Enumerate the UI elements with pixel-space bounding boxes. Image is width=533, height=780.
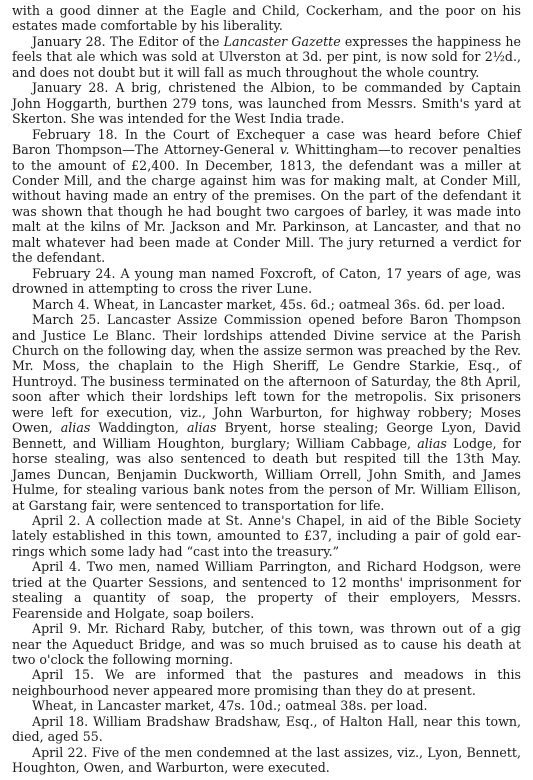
entry-text: We are informed that the pastures and meadows in this neighbourhood never appeared more promising than they do at present. bbox=[12, 667, 521, 698]
entry-text: Lodge, for horse stealing, was also sentenced to death but respited till the 13th May. James Duncan, Benjamin Duckworth, William Orrell, John Smith, and James Hulme, for stealing various bank notes from the person of Mr. William Ellison, at Garstang fair, were sentenced to transportation for life. bbox=[12, 435, 521, 513]
entry-february-18 bbox=[12, 127, 521, 266]
entry-text: Mr. Richard Raby, butcher, of this town, was thrown out of a gig near the Aqueduct Bridge, and was so much bruised as to cause his death at two o'clock the following morning. bbox=[12, 621, 521, 668]
entry-date: February 18. bbox=[32, 126, 118, 142]
entry-march-25 bbox=[12, 312, 521, 513]
entry-january-28-brig bbox=[12, 80, 521, 126]
entry-text: Waddington, bbox=[90, 420, 187, 436]
entry-text: A collection made at St. Anne's Chapel, in aid of the Bible Society lately established in this town, amounted to £37, including a pair of gold ear-rings which some lady had “cast into the treasury.” bbox=[12, 512, 521, 559]
entry-date: April 4. bbox=[32, 559, 82, 575]
newspaper-title: Lancaster Gazette bbox=[223, 33, 341, 49]
entry-date: January 28. bbox=[32, 80, 109, 96]
entry-text: Wheat, in Lancaster market, 47s. 10d.; oatmeal 38s. per load. bbox=[32, 698, 428, 714]
entry-text: Lancaster Assize Commission opened before Baron Thompson and Justice Le Blanc. Their lordships attended Divine service at the Parish Church on the following day, when the assize sermon was preached by the Rev. Mr. Moss, the chaplain to the High Sheriff, Le Gendre Starkie, Esq., of Huntroyd. The business terminated on the afternoon of Saturday, the 8th April, soon after which their lordships left town for the metropolis. Six prisoners were left for execution, viz., John Warburton, for highway robbery; Moses Owen, bbox=[12, 312, 521, 436]
entry-date: April 22. bbox=[32, 744, 88, 760]
entry-text: Five of the men condemned at the last assizes, viz., Lyon, Bennett, Houghton, Owen, and Warburton, were executed. bbox=[12, 744, 521, 776]
entry-text: with a good dinner at the Eagle and Child, Cockerham, and the poor on his estates made comfortable by his liberality. bbox=[12, 3, 521, 34]
entry-text: Bryent, horse stealing; George Lyon, David Bennett, and William Houghton, burglary; William Cabbage, bbox=[12, 420, 521, 451]
entry-text: Whittingham—to recover penalties to the amount of £2,400. In December, 1813, the defendant was a miller at Conder Mill, and the charge against him was for making malt, at Conder Mill, without having made an entry of the premises. On the part of the defendant it was shown that though he had bought two cargoes of barley, it was made into malt at the kilns of Mr. Jackson and Mr. Parkinson, at Lancaster, and that no malt whatever had been made at Conder Mill. The jury returned a verdict for the defendant. bbox=[12, 142, 521, 266]
entry-january-28-ale bbox=[12, 34, 521, 80]
entry-date: April 18. bbox=[32, 713, 89, 729]
entry-text: Two men, named William Parrington, and Richard Hodgson, were tried at the Quarter Sessions, and sentenced to 12 months' imprisonment for stealing a quantity of soap, the property of their employers, Messrs. Fearenside and Holgate, soap boilers. bbox=[12, 559, 521, 621]
entry-april-22 bbox=[12, 745, 521, 776]
entry-date: April 15. bbox=[32, 667, 95, 683]
entry-text: Wheat, in Lancaster market, 45s. 6d.; oatmeal 36s. 6d. per load. bbox=[89, 296, 506, 312]
entry-text: In the Court of Exchequer a case was heard before Chief Baron Thompson—The Attorney-General bbox=[12, 126, 521, 158]
entry-text: expresses the happiness he feels that ale which was sold at Ulverston at 3d. per pint, is now sold for 2½d., and does not doubt but it will fall as much throughout the whole country. bbox=[12, 33, 521, 80]
entry-date: January 28. bbox=[32, 33, 106, 49]
entry-april-18 bbox=[12, 714, 521, 745]
entry-wheat-price bbox=[12, 698, 521, 713]
entry-text: A brig, christened the Albion, to be commanded by Captain John Hoggarth, burthen 279 tons, was launched from Messrs. Smith's yard at Skerton. She was intended for the West India trade. bbox=[12, 80, 521, 127]
entry-april-15 bbox=[12, 667, 521, 698]
entry-text: A young man named Foxcroft, of Caton, 17 years of age, was drowned in attempting to cross the river Lune. bbox=[12, 265, 521, 297]
entry-text: William Bradshaw Bradshaw, Esq., of Halton Hall, near this town, died, aged 55. bbox=[12, 713, 521, 745]
entry-text: The Editor of the bbox=[105, 33, 224, 49]
italic-text: alias bbox=[186, 420, 217, 436]
entry-continuation bbox=[12, 3, 521, 34]
entry-april-9 bbox=[12, 621, 521, 667]
italic-text: v. bbox=[279, 142, 290, 158]
entry-february-24 bbox=[12, 266, 521, 297]
entry-march-4 bbox=[12, 297, 521, 312]
entry-date: March 25. bbox=[32, 312, 101, 328]
entry-date: April 2. bbox=[32, 512, 81, 528]
entry-date: April 9. bbox=[32, 621, 82, 637]
italic-text: alias bbox=[60, 420, 91, 436]
entry-date: February 24. bbox=[32, 265, 116, 281]
entry-april-4 bbox=[12, 559, 521, 621]
italic-text: alias bbox=[417, 435, 447, 451]
entry-april-2 bbox=[12, 513, 521, 559]
entry-date: March 4. bbox=[32, 296, 90, 312]
